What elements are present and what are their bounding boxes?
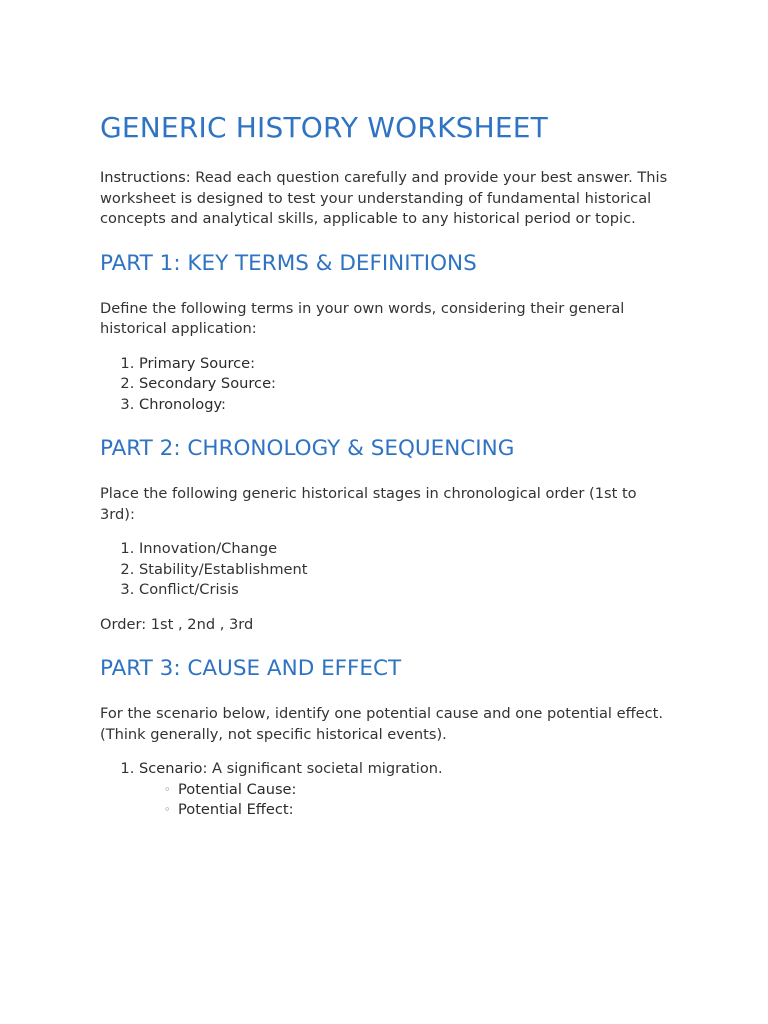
hollow-bullet-icon: ◦	[164, 803, 171, 816]
section-heading-part3: PART 3: CAUSE AND EFFECT	[100, 656, 402, 681]
part2-prompt: Place the following generic historical stages in chronological order (1st to 3rd):	[100, 485, 637, 523]
list-item	[139, 374, 668, 395]
section-heading-part1: PART 1: KEY TERMS & DEFINITIONS	[100, 250, 477, 276]
term-label: Chronology:	[139, 395, 226, 413]
part2-stage-list	[100, 539, 668, 601]
hollow-bullet-icon: ◦	[164, 782, 171, 796]
part3-scenario-list	[100, 759, 668, 821]
instructions-text: Read each question carefully and provide your best answer. This worksheet is designed to test your understanding of fundamental historical concepts and analytical skills, applicable to any historical period or topic.	[100, 169, 668, 227]
scenario-sub-list	[139, 780, 668, 821]
list-item: 3. Conflict/Crisis	[139, 580, 668, 601]
list-item	[139, 759, 668, 821]
order-line: Order: 1st , 2nd , 3rd	[100, 615, 254, 633]
part1-term-list	[100, 354, 668, 416]
page-title: GENERIC HISTORY WORKSHEET	[100, 111, 548, 144]
instructions-paragraph	[100, 168, 668, 230]
term-label: Primary Source:	[139, 354, 256, 372]
potential-effect-label: Potential Effect:	[178, 801, 294, 818]
part3-prompt: For the scenario below, identify one potential cause and one potential effect. (Think generally, not specific historical events).	[100, 705, 663, 743]
list-item	[139, 395, 668, 416]
potential-cause-label: Potential Cause:	[178, 780, 297, 798]
list-item: 2. Stability/Establishment	[139, 560, 668, 581]
term-label: Secondary Source:	[139, 375, 276, 392]
section-heading-part2: PART 2: CHRONOLOGY & SEQUENCING	[100, 436, 515, 461]
instructions-label: Instructions:	[100, 169, 191, 186]
list-item	[139, 354, 668, 375]
list-item: 1. Innovation/Change	[139, 539, 668, 560]
part1-prompt: Define the following terms in your own words, considering their general historical application:	[100, 299, 625, 337]
scenario-text: A significant societal migration.	[207, 760, 443, 777]
list-item	[164, 800, 668, 821]
list-item	[164, 780, 668, 801]
scenario-label: Scenario:	[139, 760, 208, 777]
